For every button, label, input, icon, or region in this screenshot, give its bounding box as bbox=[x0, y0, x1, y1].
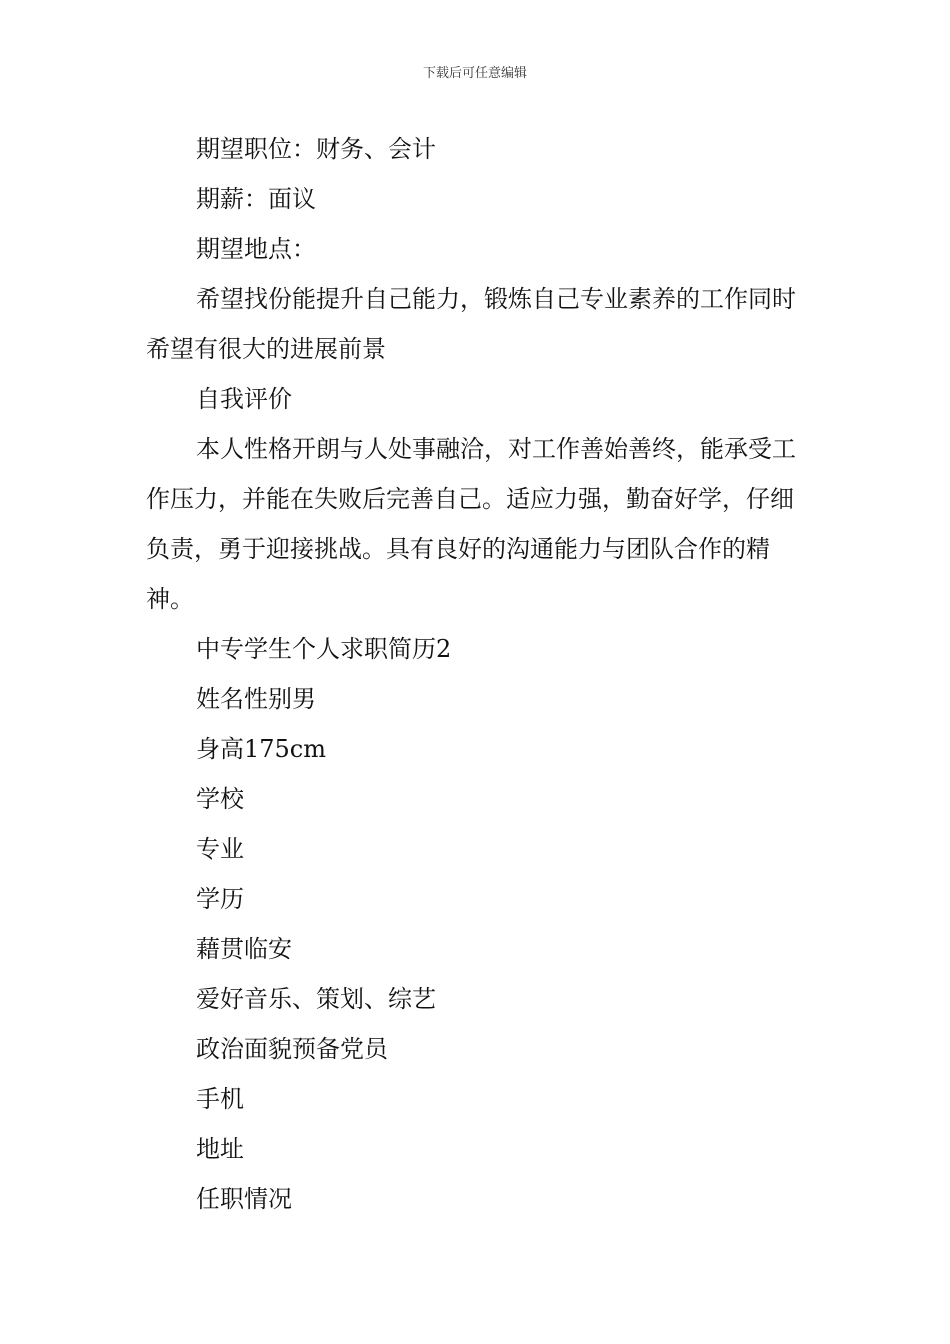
page-header: 下载后可任意编辑 bbox=[422, 66, 527, 81]
address-line: 地址 bbox=[196, 1135, 244, 1163]
height-line: 身高175cm bbox=[196, 735, 327, 763]
expected-location-line: 期望地点： bbox=[196, 235, 316, 263]
expected-salary-line: 期薪：面议 bbox=[196, 185, 316, 213]
phone-line: 手机 bbox=[196, 1085, 244, 1113]
school-line: 学校 bbox=[196, 785, 244, 813]
expected-position-line: 期望职位：财务、会计 bbox=[196, 135, 436, 163]
hobbies-line: 爱好音乐、策划、综艺 bbox=[196, 985, 436, 1013]
positions-held-line: 任职情况 bbox=[196, 1185, 292, 1213]
hometown-line: 藉贯临安 bbox=[196, 935, 292, 963]
job-expectation-paragraph: 希望找份能提升自己能力，锻炼自己专业素养的工作同时希望有很大的进展前景 bbox=[146, 285, 796, 363]
major-line: 专业 bbox=[196, 835, 244, 863]
document-body bbox=[146, 124, 806, 1224]
education-line: 学历 bbox=[196, 885, 244, 913]
self-evaluation-heading: 自我评价 bbox=[196, 385, 292, 413]
self-evaluation-paragraph: 本人性格开朗与人处事融洽，对工作善始善终，能承受工作压力，并能在失败后完善自己。适应力强，勤奋好学，仔细负责，勇于迎接挑战。具有良好的沟通能力与团队合作的精神。 bbox=[146, 435, 796, 613]
political-status-line: 政治面貌预备党员 bbox=[196, 1035, 388, 1063]
resume-2-title: 中专学生个人求职简历2 bbox=[196, 635, 452, 663]
name-gender-line: 姓名性别男 bbox=[196, 685, 316, 713]
